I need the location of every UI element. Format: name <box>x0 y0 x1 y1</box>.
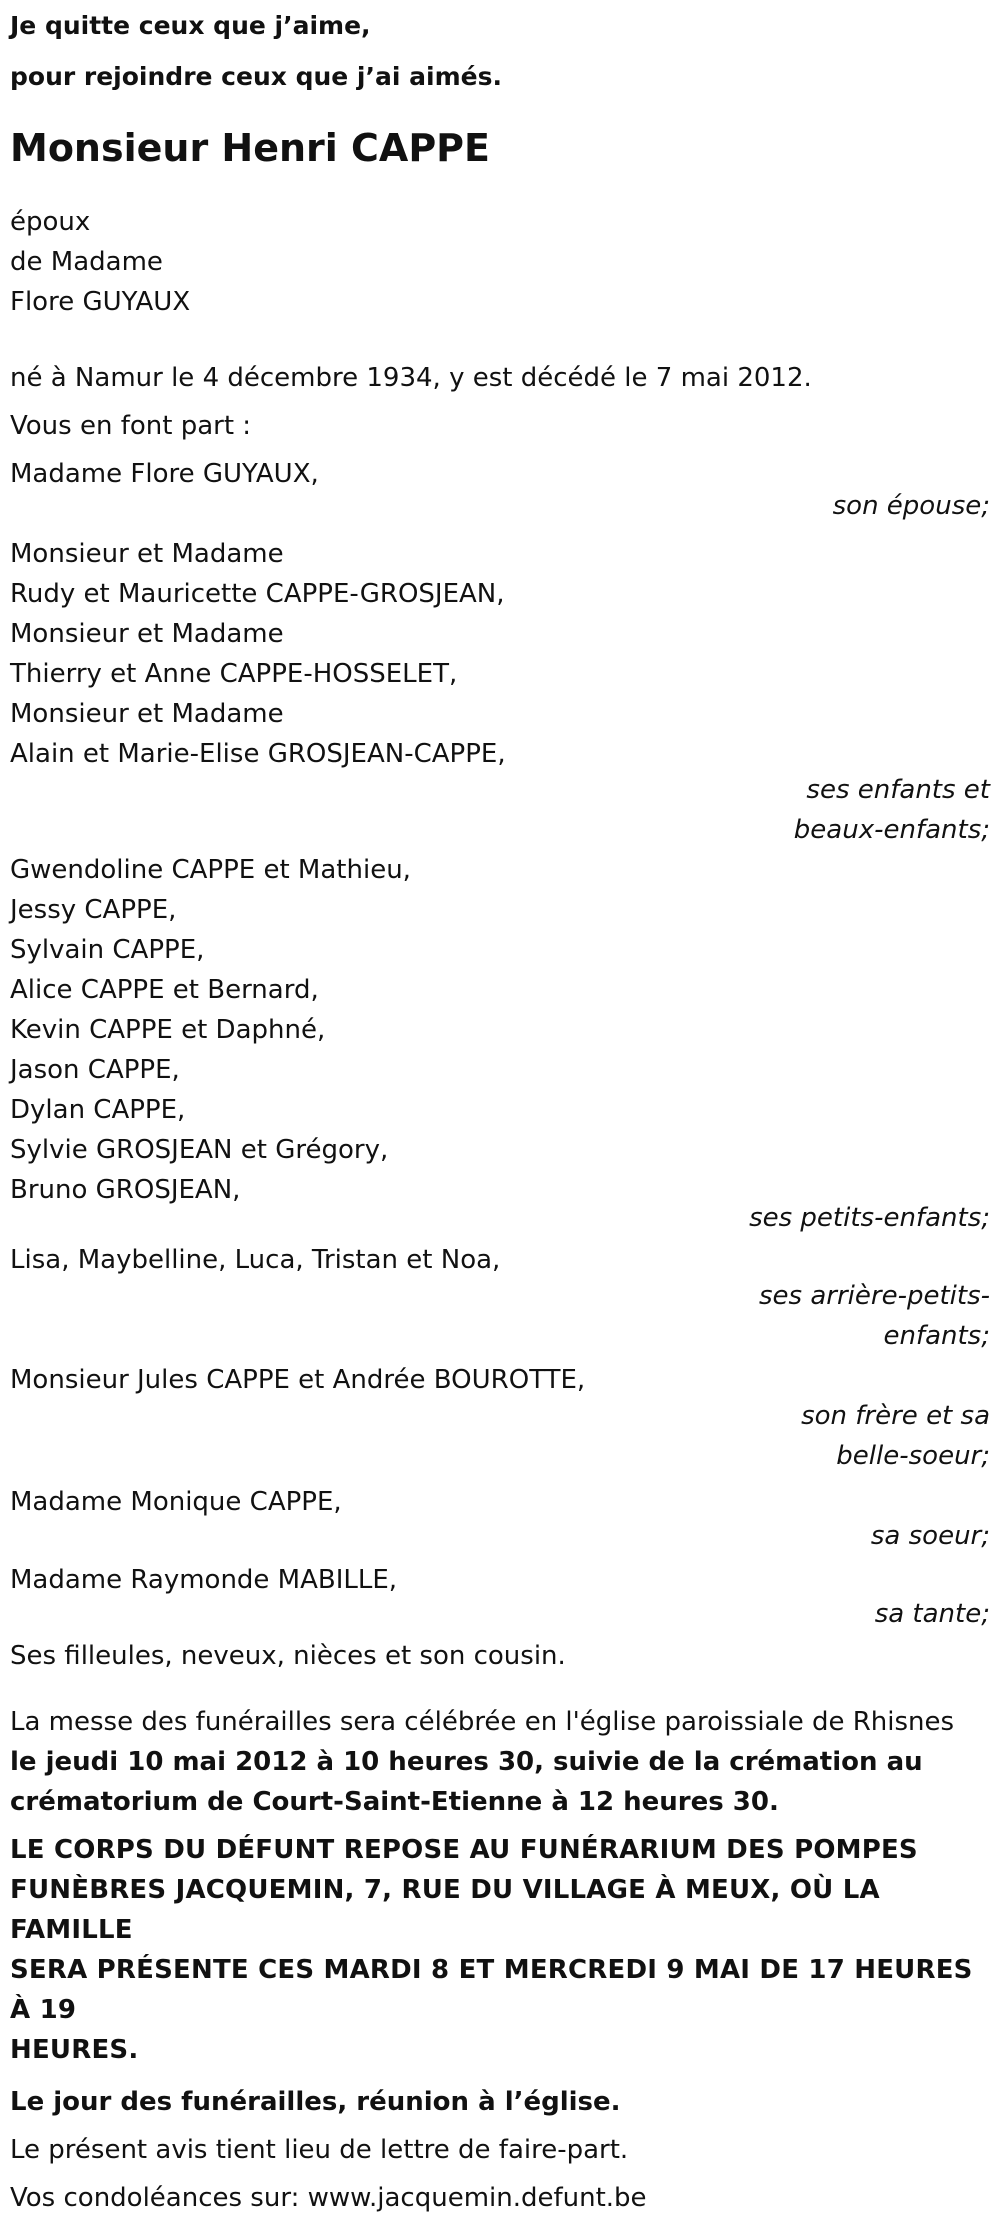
family-name: Kevin CAPPE et Daphné, <box>10 1015 326 1045</box>
viewing-line: HEURES. <box>10 2035 139 2065</box>
family-relation: beaux-enfants; <box>793 815 990 845</box>
family-name: Madame Monique CAPPE, <box>10 1487 342 1517</box>
others-line: Ses filleules, neveux, nièces et son cousin. <box>10 1641 566 1671</box>
epigraph <box>10 0 1000 102</box>
family-name: Sylvie GROSJEAN et Grégory, <box>10 1135 389 1165</box>
spouse-line: Flore GUYAUX <box>10 287 191 317</box>
family-group <box>10 1482 1000 1556</box>
epigraph-line: Je quitte ceux que j’aime, <box>10 11 371 40</box>
ceremony-block <box>10 1702 1000 1822</box>
family-group <box>10 1560 1000 1634</box>
announce-line: Vous en font part : <box>10 411 252 441</box>
family-relation: ses arrière-petits- <box>759 1281 990 1311</box>
family-name: Monsieur et Madame <box>10 619 284 649</box>
spouse-line: de Madame <box>10 247 163 277</box>
viewing-line: FUNÈBRES JACQUEMIN, 7, RUE DU VILLAGE À MEUX, OÙ LA FAMILLE <box>10 1875 880 1945</box>
family-name: Madame Flore GUYAUX, <box>10 459 319 489</box>
gathering-line: Le jour des funérailles, réunion à l’église. <box>10 2087 621 2117</box>
family-relation: sa soeur; <box>870 1521 990 1551</box>
family-group <box>10 1360 1000 1476</box>
family-relation: ses petits-enfants; <box>749 1203 990 1233</box>
family-name: Sylvain CAPPE, <box>10 935 205 965</box>
condolences-line: Vos condoléances sur: www.jacquemin.defunt.be <box>10 2183 647 2213</box>
family-relation: sa tante; <box>874 1599 990 1629</box>
family-name: Alain et Marie-Elise GROSJEAN-CAPPE, <box>10 739 506 769</box>
family-name: Monsieur Jules CAPPE et Andrée BOUROTTE, <box>10 1365 586 1395</box>
family-relation: son épouse; <box>832 491 990 521</box>
family-relation: belle-soeur; <box>836 1441 990 1471</box>
viewing-line: LE CORPS DU DÉFUNT REPOSE AU FUNÉRARIUM DES POMPES <box>10 1835 918 1865</box>
spouse-block <box>10 202 1000 322</box>
family-group <box>10 534 1000 850</box>
family-name: Thierry et Anne CAPPE-HOSSELET, <box>10 659 458 689</box>
family-group <box>10 1240 1000 1356</box>
family-group <box>10 454 1000 526</box>
family-name: Bruno GROSJEAN, <box>10 1175 241 1205</box>
family-name: Dylan CAPPE, <box>10 1095 186 1125</box>
epigraph-line: pour rejoindre ceux que j’ai aimés. <box>10 62 502 91</box>
deceased-name: Monsieur Henri CAPPE <box>10 126 490 170</box>
viewing-block <box>10 1830 1000 2070</box>
family-name: Monsieur et Madame <box>10 539 284 569</box>
ceremony-line: crématorium de Court-Saint-Etienne à 12 heures 30. <box>10 1787 779 1817</box>
viewing-line: SERA PRÉSENTE CES MARDI 8 ET MERCREDI 9 MAI DE 17 HEURES À 19 <box>10 1955 973 2025</box>
family-name: Alice CAPPE et Bernard, <box>10 975 319 1005</box>
family-name: Gwendoline CAPPE et Mathieu, <box>10 855 411 885</box>
family-name: Monsieur et Madame <box>10 699 284 729</box>
ceremony-line: le jeudi 10 mai 2012 à 10 heures 30, suivie de la crémation au <box>10 1747 923 1777</box>
family-name: Lisa, Maybelline, Luca, Tristan et Noa, <box>10 1245 501 1275</box>
family-name: Madame Raymonde MABILLE, <box>10 1565 398 1595</box>
ceremony-intro: La messe des funérailles sera célébrée en l'église paroissiale de Rhisnes <box>10 1707 955 1737</box>
spouse-line: époux <box>10 207 91 237</box>
birth-death: né à Namur le 4 décembre 1934, y est décédé le 7 mai 2012. <box>10 363 812 393</box>
family-name: Jason CAPPE, <box>10 1055 180 1085</box>
family-relation: son frère et sa <box>801 1401 990 1431</box>
notice-line: Le présent avis tient lieu de lettre de faire-part. <box>10 2135 629 2165</box>
family-group <box>10 850 1000 1238</box>
family-relation: enfants; <box>883 1321 990 1351</box>
family-name: Rudy et Mauricette CAPPE-GROSJEAN, <box>10 579 505 609</box>
family-relation: ses enfants et <box>806 775 990 805</box>
family-name: Jessy CAPPE, <box>10 895 177 925</box>
